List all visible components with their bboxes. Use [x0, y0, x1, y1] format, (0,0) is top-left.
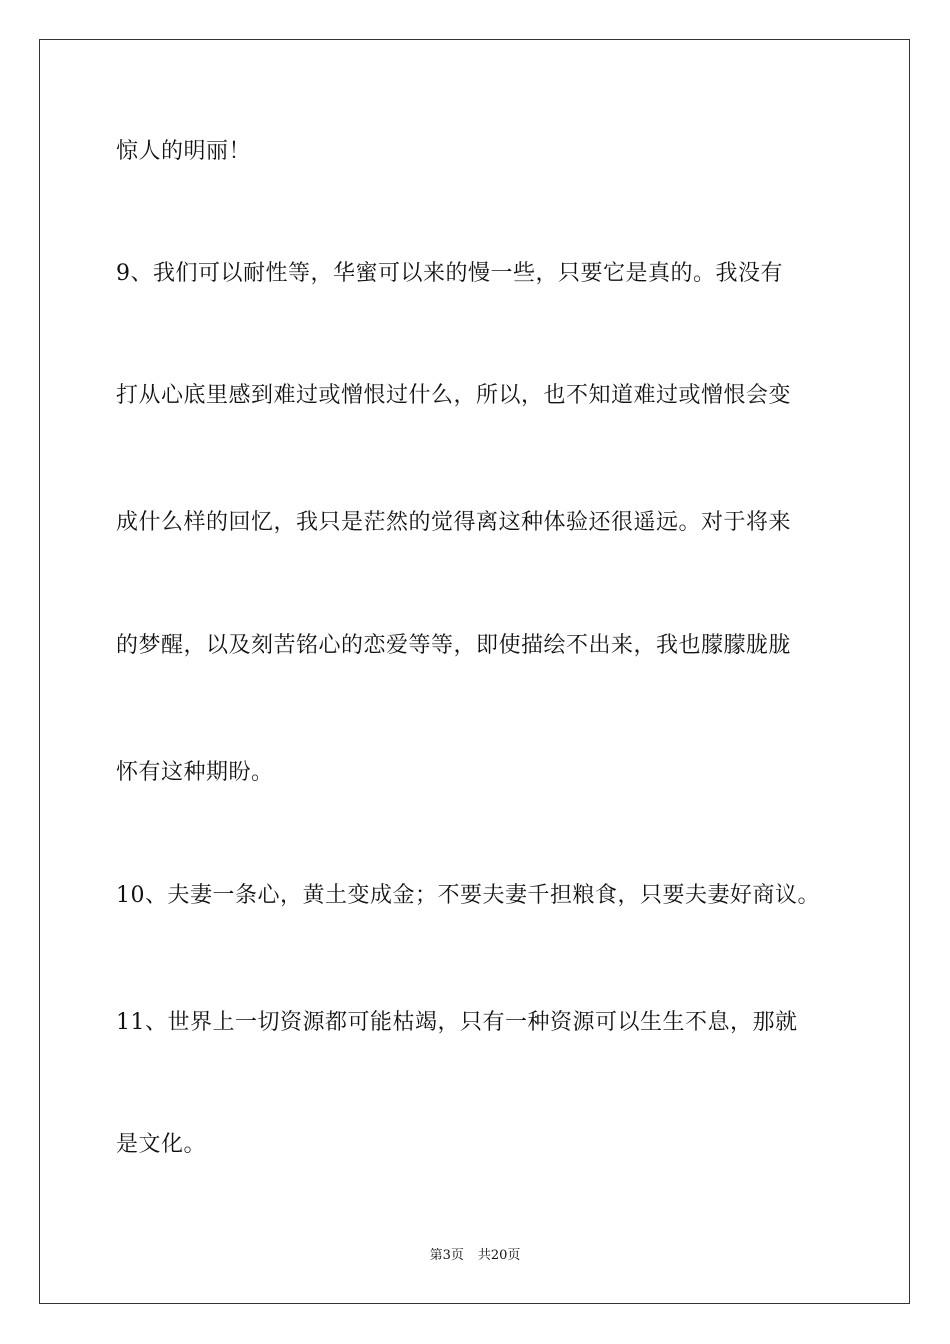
text-line: 9、我们可以耐性等，华蜜可以来的慢一些，只要它是真的。我没有	[116, 261, 783, 286]
text-line: 惊人的明丽！	[116, 139, 252, 164]
text-line: 11、世界上一切资源都可能枯竭，只有一种资源可以生生不息，那就	[116, 1010, 798, 1035]
page-border	[39, 39, 910, 1304]
page-number: 第3页	[429, 1248, 464, 1263]
text-line: 打从心底里感到难过或憎恨过什么，所以，也不知道难过或憎恨会变	[116, 383, 792, 408]
text-line: 怀有这种期盼。	[116, 760, 274, 785]
text-line: 10、夫妻一条心，黄土变成金；不要夫妻千担粮食，只要夫妻好商议。	[116, 883, 820, 908]
text-line: 是文化。	[116, 1132, 207, 1157]
text-line: 成什么样的回忆，我只是茫然的觉得离这种体验还很遥远。对于将来	[116, 510, 792, 535]
text-line: 的梦醒，以及刻苦铭心的恋爱等等，即使描绘不出来，我也朦朦胧胧	[116, 633, 792, 658]
page-footer	[0, 1247, 950, 1265]
page-total: 共20页	[477, 1248, 521, 1263]
